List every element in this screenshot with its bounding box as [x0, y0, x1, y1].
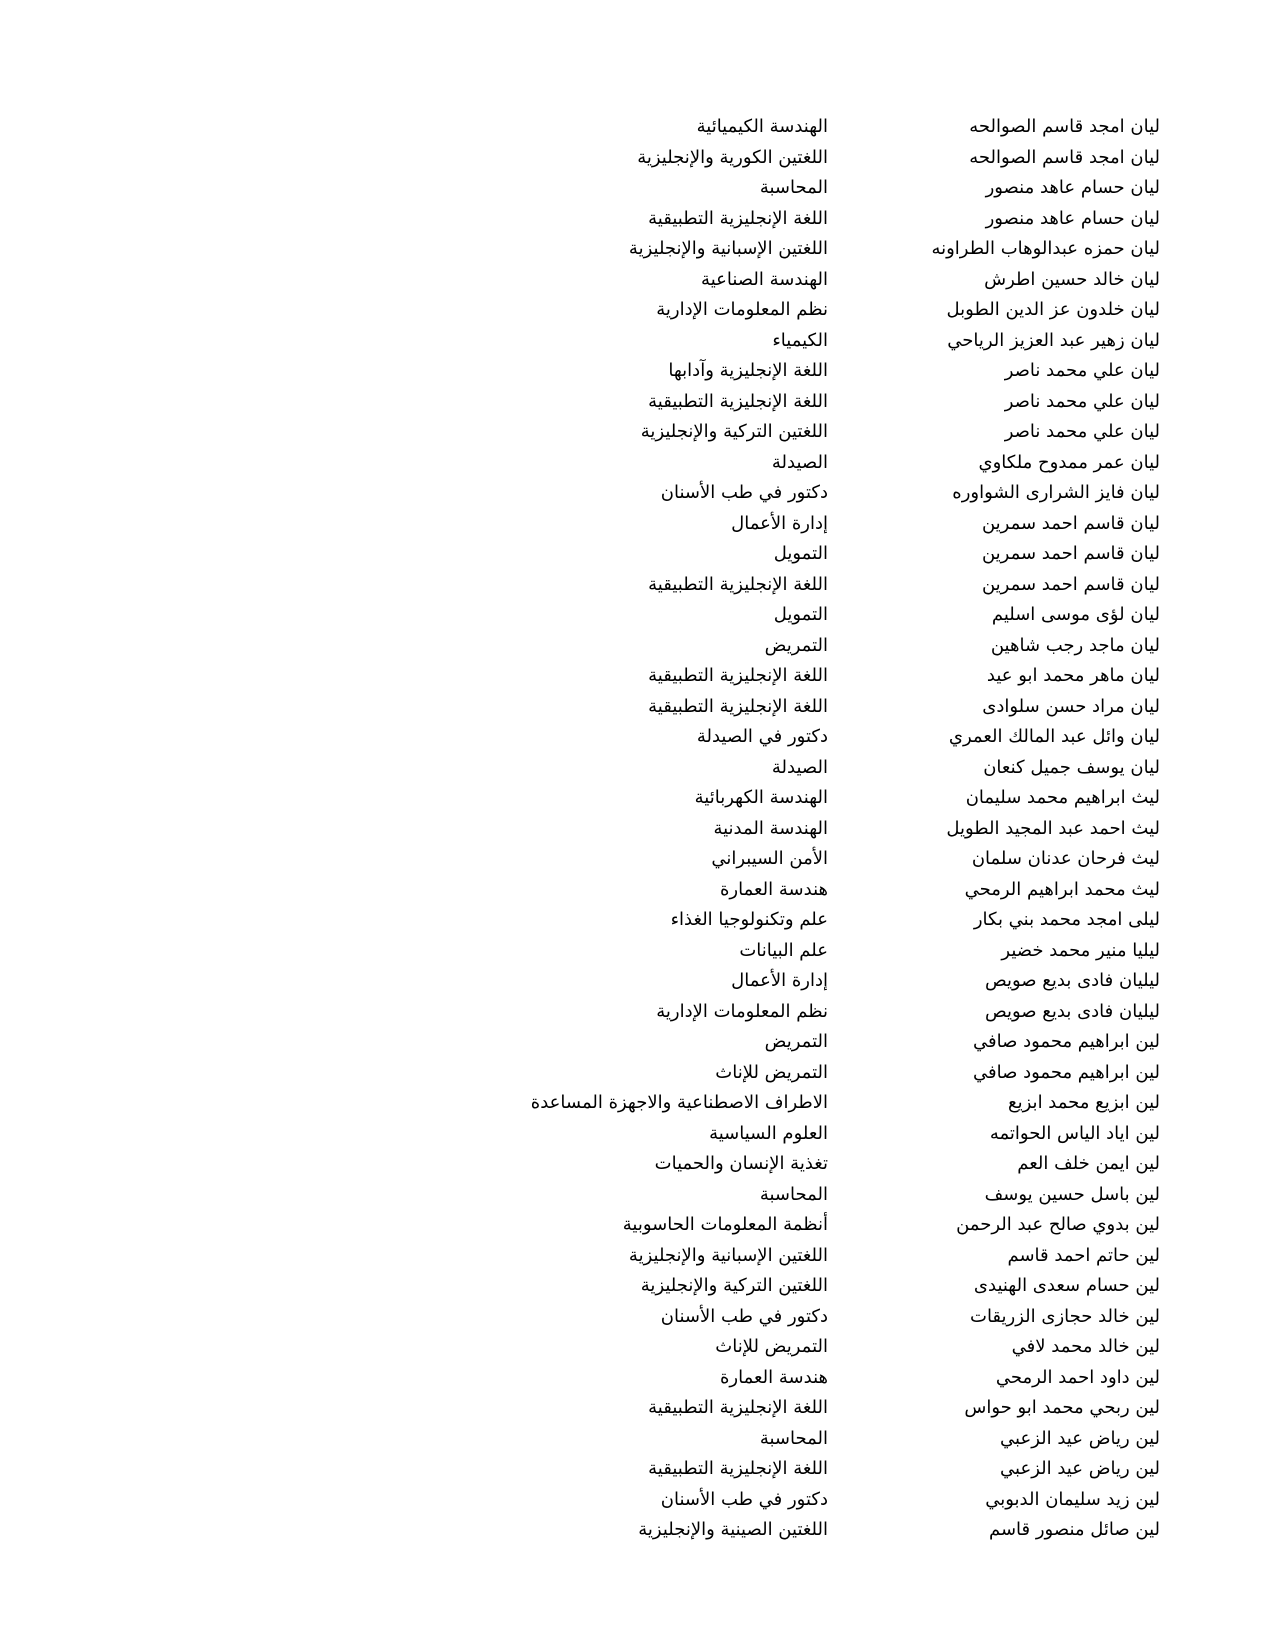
list-item — [0, 1271, 1275, 1302]
student-major: اللغتين الإسبانية والإنجليزية — [628, 1244, 828, 1266]
list-item — [0, 753, 1275, 784]
list-item — [0, 875, 1275, 906]
student-name: ليان علي محمد ناصر — [1004, 421, 1160, 442]
student-major: اللغة الإنجليزية التطبيقية — [648, 695, 828, 717]
list-item — [0, 143, 1275, 174]
student-major: اللغة الإنجليزية وآدابها — [668, 360, 828, 381]
student-major: التمريض للإناث — [715, 1336, 828, 1357]
student-major: اللغة الإنجليزية التطبيقية — [648, 207, 828, 229]
student-major: الهندسة الصناعية — [701, 268, 828, 290]
list-item — [0, 1088, 1275, 1119]
list-item — [0, 1058, 1275, 1089]
list-item — [0, 936, 1275, 967]
student-name: لين حسام سعدى الهنيدى — [973, 1275, 1160, 1296]
student-major: اللغة الإنجليزية التطبيقية — [648, 390, 828, 412]
student-name: ليث احمد عبد المجيد الطويل — [946, 817, 1160, 839]
student-major: التمريض للإناث — [715, 1061, 828, 1083]
student-name: لين ابراهيم محمود صافي — [973, 1031, 1160, 1052]
student-major: الهندسة المدنية — [713, 817, 828, 839]
student-name: لين رياض عيد الزعبي — [1000, 1427, 1160, 1449]
student-major: هندسة العمارة — [719, 878, 828, 900]
student-major: إدارة الأعمال — [731, 512, 828, 534]
student-major: المحاسبة — [759, 1427, 828, 1449]
student-major: المحاسبة — [759, 1183, 828, 1205]
student-major: علم وتكنولوجيا الغذاء — [670, 909, 828, 930]
student-name: لين بدوي صالح عبد الرحمن — [956, 1214, 1160, 1235]
student-major: دكتور في الصيدلة — [696, 726, 828, 747]
student-major: تغذية الإنسان والحميات — [654, 1153, 828, 1174]
student-major: دكتور في طب الأسنان — [660, 482, 828, 503]
student-name: ليان علي محمد ناصر — [1004, 390, 1160, 412]
student-major: نظم المعلومات الإدارية — [656, 299, 828, 320]
student-name: ليث محمد ابراهيم الرمحي — [964, 878, 1160, 900]
list-item — [0, 417, 1275, 448]
student-major: نظم المعلومات الإدارية — [656, 1000, 828, 1022]
student-name: ليان خالد حسين اطرش — [984, 268, 1160, 290]
list-item — [0, 814, 1275, 845]
list-item — [0, 692, 1275, 723]
list-item — [0, 173, 1275, 204]
student-name: لين اياد الياس الحواتمه — [989, 1122, 1160, 1144]
student-major: دكتور في طب الأسنان — [660, 1305, 828, 1327]
student-major: اللغة الإنجليزية التطبيقية — [648, 1458, 828, 1479]
list-item — [0, 905, 1275, 936]
list-item — [0, 1332, 1275, 1363]
student-major: علم البيانات — [739, 939, 828, 961]
list-item — [0, 356, 1275, 387]
student-name: ليث ابراهيم محمد سليمان — [965, 787, 1160, 808]
student-name: ليان قاسم احمد سمرين — [981, 543, 1160, 564]
student-name: ليان حمزه عبدالوهاب الطراونه — [931, 238, 1160, 259]
student-major: الصيدلة — [771, 756, 828, 778]
list-item — [0, 1424, 1275, 1455]
list-item — [0, 631, 1275, 662]
student-name: ليان حسام عاهد منصور — [985, 207, 1160, 229]
student-major: إدارة الأعمال — [731, 970, 828, 991]
student-major: التمريض — [764, 1031, 828, 1052]
list-item — [0, 234, 1275, 265]
student-name: ليان حسام عاهد منصور — [985, 177, 1160, 198]
student-major-list — [0, 112, 1275, 1546]
list-item — [0, 448, 1275, 479]
student-name: ليان يوسف جميل كنعان — [983, 756, 1160, 778]
student-name: ليان لؤى موسى اسليم — [991, 604, 1160, 625]
list-item — [0, 783, 1275, 814]
student-major: المحاسبة — [759, 177, 828, 198]
list-item — [0, 478, 1275, 509]
student-name: لين ربحي محمد ابو حواس — [964, 1397, 1160, 1418]
student-major: اللغتين التركية والإنجليزية — [640, 421, 828, 442]
student-name: لين خالد حجازى الزريقات — [970, 1305, 1160, 1327]
student-major: أنظمة المعلومات الحاسوبية — [622, 1214, 828, 1235]
list-item — [0, 661, 1275, 692]
list-item — [0, 1363, 1275, 1394]
list-item — [0, 722, 1275, 753]
list-item — [0, 966, 1275, 997]
list-item — [0, 265, 1275, 296]
student-name: لين صائل منصور قاسم — [988, 1519, 1160, 1540]
student-major: الكيمياء — [772, 329, 828, 351]
student-major: العلوم السياسية — [709, 1122, 828, 1144]
student-major: هندسة العمارة — [719, 1366, 828, 1388]
student-name: لين خالد محمد لافي — [1011, 1336, 1160, 1357]
list-item — [0, 112, 1275, 143]
student-major: التمريض — [764, 634, 828, 656]
student-name: لين حاتم احمد قاسم — [1007, 1244, 1160, 1266]
list-item — [0, 204, 1275, 235]
student-name: ليلى امجد محمد بني بكار — [973, 909, 1160, 930]
list-item — [0, 539, 1275, 570]
student-major: الهندسة الكهربائية — [694, 787, 828, 808]
list-item — [0, 997, 1275, 1028]
list-item — [0, 1485, 1275, 1516]
list-item — [0, 1119, 1275, 1150]
student-name: ليان خلدون عز الدين الطوبل — [946, 299, 1160, 320]
student-name: ليان علي محمد ناصر — [1004, 360, 1160, 381]
student-name: ليان فايز الشرارى الشواوره — [952, 482, 1160, 503]
list-item — [0, 295, 1275, 326]
student-name: لين ابراهيم محمود صافي — [973, 1061, 1160, 1083]
student-name: ليث فرحان عدنان سلمان — [971, 848, 1160, 869]
list-item — [0, 1180, 1275, 1211]
list-item — [0, 1454, 1275, 1485]
student-name: لين زيد سليمان الدبوبي — [985, 1488, 1160, 1510]
list-item — [0, 1210, 1275, 1241]
student-major: التمويل — [773, 543, 828, 564]
list-item — [0, 1149, 1275, 1180]
student-name: ليان امجد قاسم الصوالحه — [969, 146, 1160, 168]
student-name: ليان مراد حسن سلوادى — [982, 695, 1160, 717]
student-major: الهندسة الكيميائية — [696, 116, 828, 137]
list-item — [0, 1515, 1275, 1546]
list-item — [0, 600, 1275, 631]
list-item — [0, 509, 1275, 540]
student-name: ليان قاسم احمد سمرين — [981, 573, 1160, 595]
student-name: ليان عمر ممدوح ملكاوي — [978, 451, 1160, 473]
student-major: الاطراف الاصطناعية والاجهزة المساعدة — [530, 1092, 828, 1113]
list-item — [0, 326, 1275, 357]
list-item — [0, 1393, 1275, 1424]
student-major: اللغتين الإسبانية والإنجليزية — [628, 238, 828, 259]
student-name: ليليا منير محمد خضير — [1001, 939, 1160, 961]
student-name: لين باسل حسين يوسف — [984, 1183, 1160, 1205]
student-major: التمويل — [773, 604, 828, 625]
student-major: اللغتين التركية والإنجليزية — [640, 1275, 828, 1296]
student-major: اللغتين الصينية والإنجليزية — [638, 1519, 828, 1540]
student-major: اللغة الإنجليزية التطبيقية — [648, 573, 828, 595]
student-name: ليان امجد قاسم الصوالحه — [969, 116, 1160, 137]
student-name: ليان وائل عبد المالك العمري — [948, 726, 1160, 747]
student-major: دكتور في طب الأسنان — [660, 1488, 828, 1510]
student-name: ليان زهير عبد العزيز الرياحي — [947, 329, 1160, 351]
student-major: اللغتين الكورية والإنجليزية — [637, 146, 828, 168]
student-name: ليان ماهر محمد ابو عيد — [986, 665, 1160, 686]
student-name: لين ابزيع محمد ابزيع — [1008, 1092, 1160, 1113]
list-item — [0, 570, 1275, 601]
student-name: ليان قاسم احمد سمرين — [981, 512, 1160, 534]
student-major: الأمن السيبراني — [711, 848, 828, 869]
list-item — [0, 844, 1275, 875]
student-name: ليليان فادى بديع صويص — [984, 1000, 1160, 1022]
student-name: لين ايمن خلف العم — [1017, 1153, 1160, 1174]
list-item — [0, 387, 1275, 418]
student-name: لين رياض عيد الزعبي — [1000, 1458, 1160, 1479]
student-major: اللغة الإنجليزية التطبيقية — [648, 1397, 828, 1418]
student-major: اللغة الإنجليزية التطبيقية — [648, 665, 828, 686]
list-item — [0, 1027, 1275, 1058]
student-name: ليان ماجد رجب شاهين — [990, 634, 1160, 656]
student-name: ليليان فادى بديع صويص — [984, 970, 1160, 991]
list-item — [0, 1302, 1275, 1333]
student-name: لين داود احمد الرمحي — [995, 1366, 1160, 1388]
list-item — [0, 1241, 1275, 1272]
student-major: الصيدلة — [771, 451, 828, 473]
